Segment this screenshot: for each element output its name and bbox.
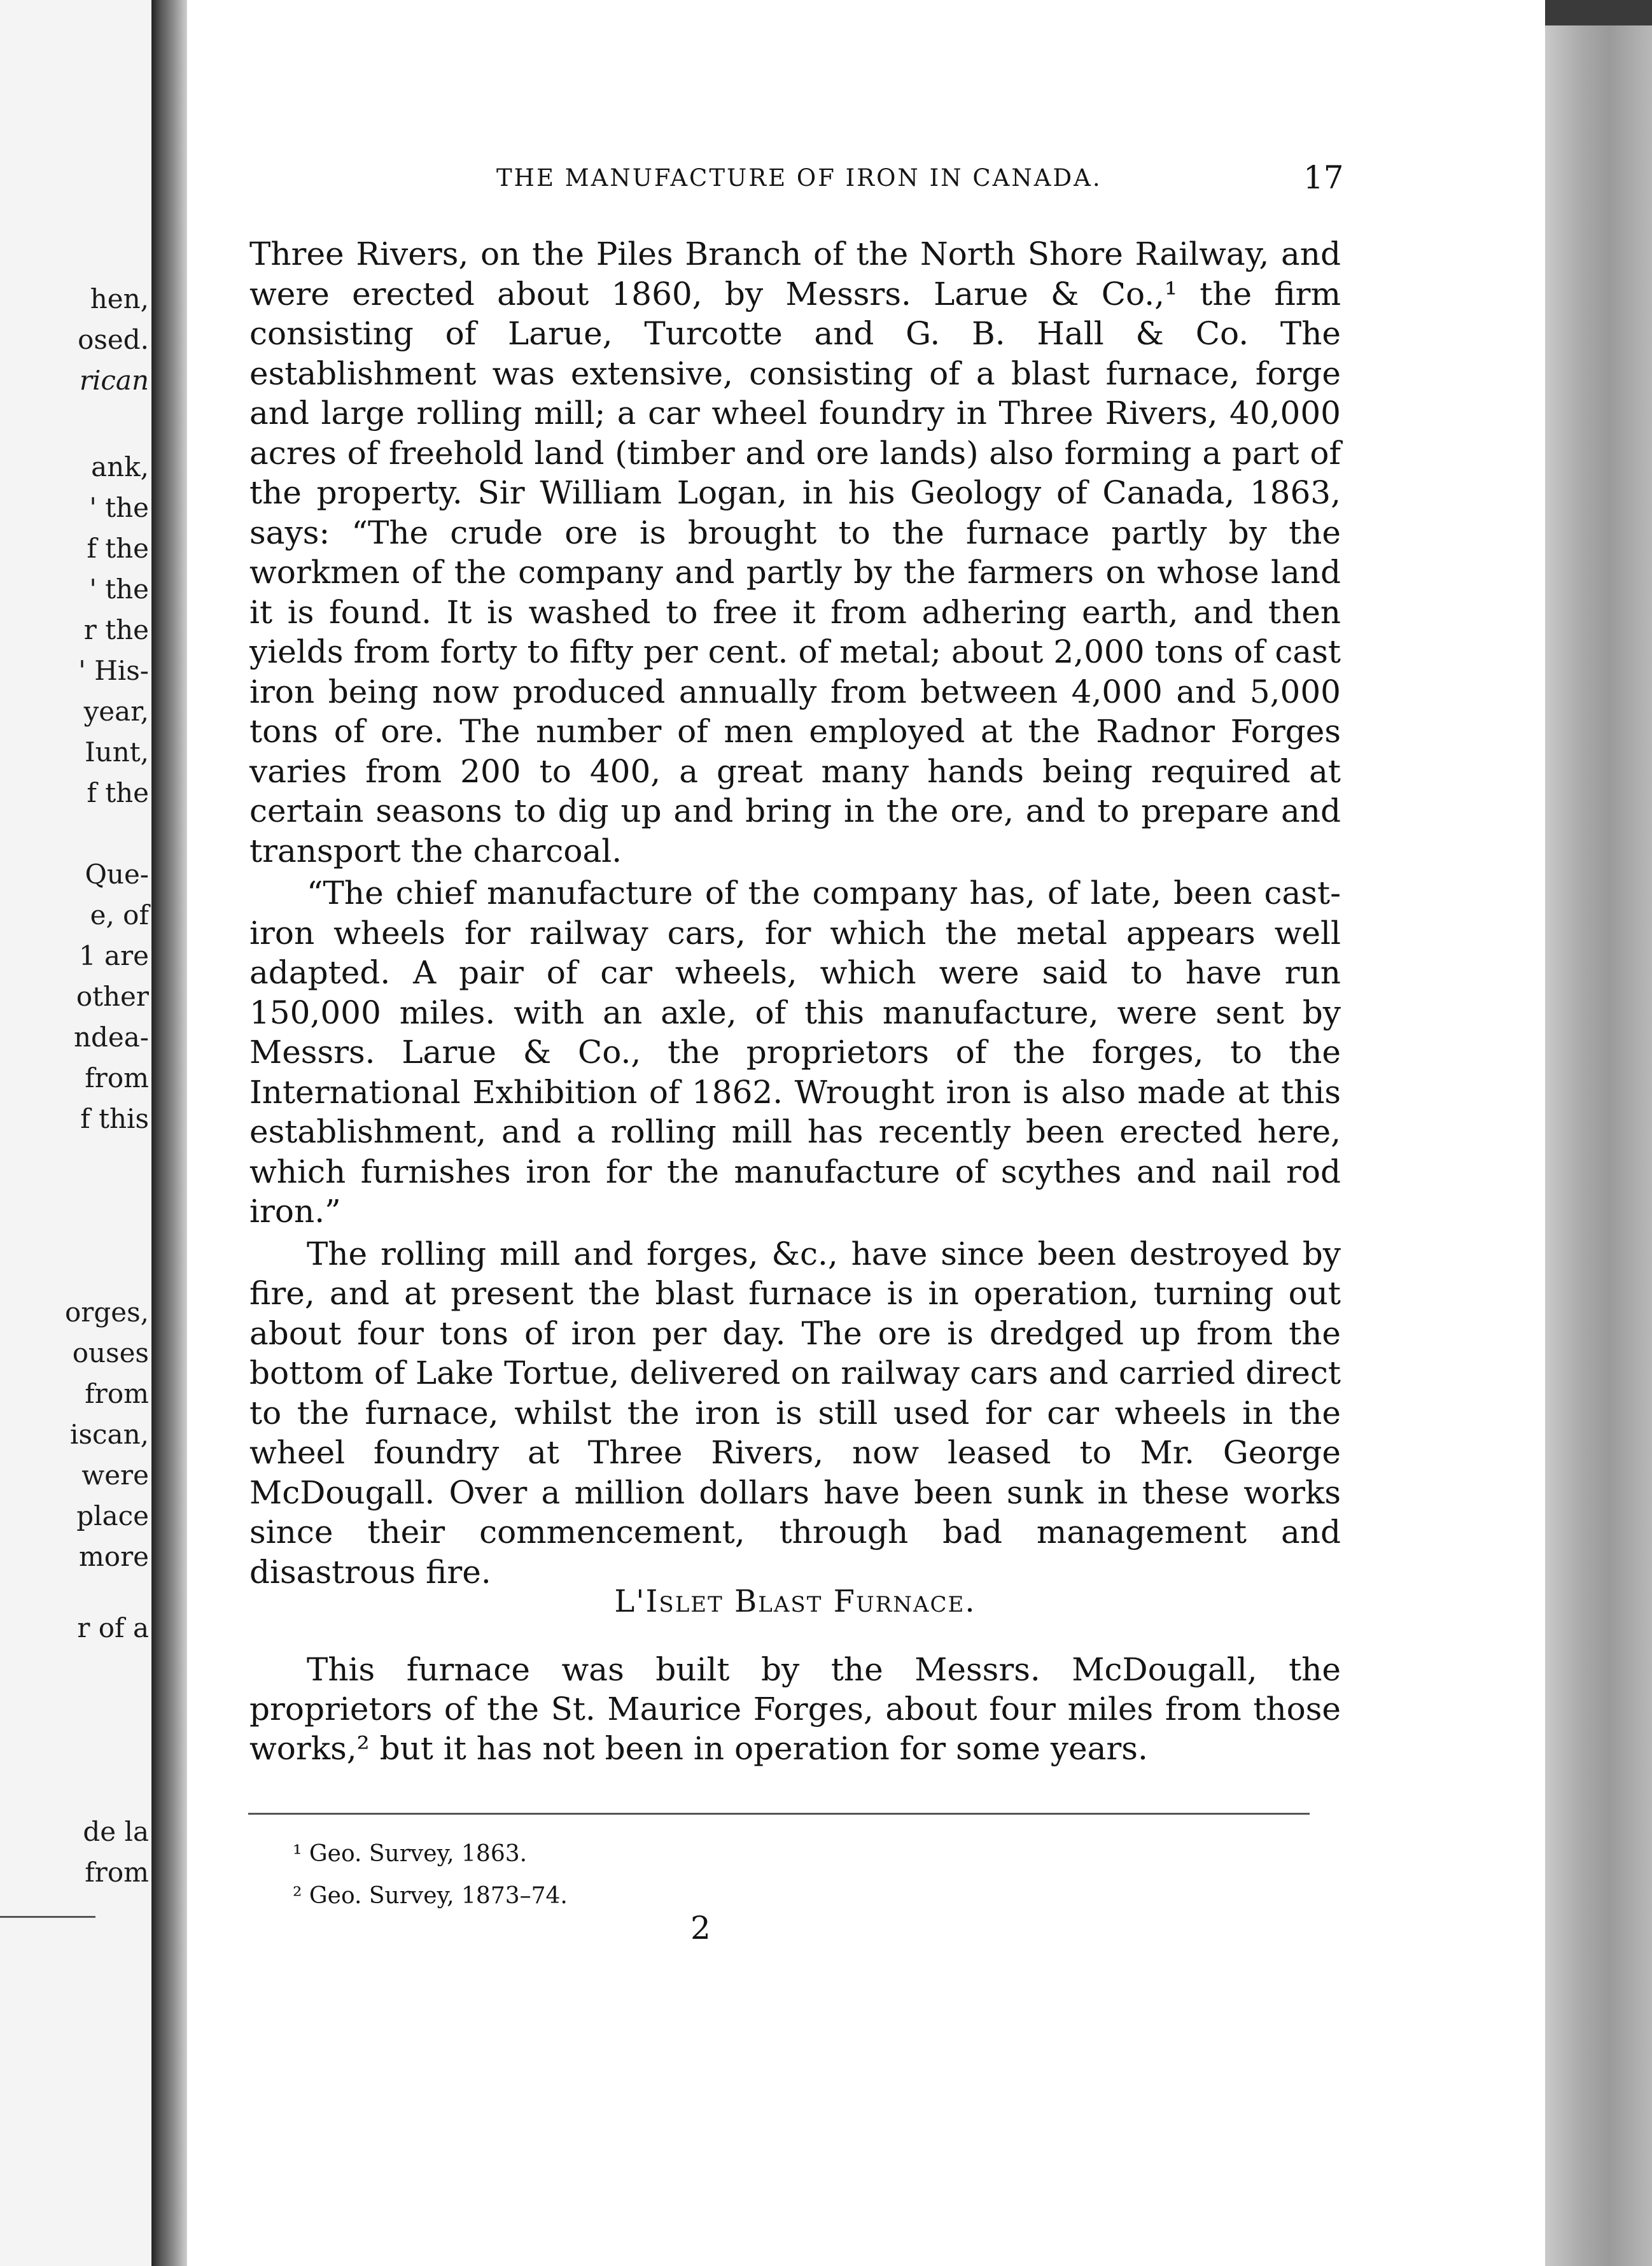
paragraph: The rolling mill and forges, &c., have since been destroyed by fire, and at present the blast furnace is in operation, turning out about four tons of iron per day. The ore is dredged up from the bottom of Lake Tortue, delivered on railway cars and carried direct to the furnace, whilst the iron is still used for car wheels in the wheel foundry at Three Rivers, now leased to Mr. George McDougall. Over a million dollars have been sunk in these works since their commencement, through bad management and disastrous fire. bbox=[249, 1235, 1341, 1591]
left-fragment-line: f the bbox=[87, 777, 149, 808]
left-fragment-line: from bbox=[85, 1378, 149, 1409]
section-heading bbox=[249, 1584, 1341, 1619]
left-fragment-line: from bbox=[85, 1857, 149, 1888]
body-text bbox=[249, 234, 1341, 1592]
left-fragment-line: rican bbox=[79, 365, 149, 396]
book-gutter bbox=[151, 0, 187, 2266]
left-fragment-line: f this bbox=[80, 1103, 149, 1134]
page-edge bbox=[1545, 0, 1652, 2266]
left-fragment-line: were bbox=[81, 1460, 149, 1491]
running-head: THE MANUFACTURE OF IRON IN CANADA. bbox=[496, 164, 1102, 192]
left-fragment-line: f the bbox=[87, 533, 149, 564]
left-fragment-line: from bbox=[85, 1062, 149, 1094]
left-fragment-line: Que- bbox=[85, 859, 149, 890]
left-page-rule bbox=[0, 1916, 95, 1918]
left-fragment-line: ank, bbox=[91, 451, 149, 482]
section-heading-text: L'Islet Blast Furnace. bbox=[614, 1584, 976, 1619]
paragraph: “The chief manufacture of the company has, of late, been cast-iron wheels for railway cars, for which the metal appears well adapted. A pair of car wheels, which were said to have run 150,000 miles. with an axle, of this manufacture, were sent by Messrs. Larue & Co., the proprietors of the forges, to the International Exhibition of 1862. Wrought iron is also made at this establishment, and a rolling mill has recently been erected here, which furnishes iron for the manufacture of scythes and nail rod iron.” bbox=[249, 875, 1341, 1230]
section-body bbox=[249, 1650, 1341, 1768]
left-fragment-line: ouses bbox=[72, 1337, 149, 1369]
left-fragment-line: orges, bbox=[64, 1297, 149, 1328]
left-fragment-line: r of a bbox=[77, 1612, 149, 1643]
left-fragment-line: more bbox=[78, 1541, 149, 1572]
left-fragment-line: year, bbox=[83, 696, 149, 727]
left-fragment-line: place bbox=[76, 1500, 149, 1531]
left-fragment-line: iscan, bbox=[70, 1419, 149, 1450]
left-fragment-line: ndea- bbox=[73, 1022, 149, 1053]
left-fragment-line: de la bbox=[83, 1816, 149, 1847]
left-fragment-line: hen, bbox=[90, 283, 149, 314]
paragraph: This furnace was built by the Messrs. McDougall, the proprietors of the St. Maurice Forges, about four miles from those works,² but it has not been in operation for some years. bbox=[249, 1651, 1341, 1767]
left-fragment-line: osed. bbox=[78, 324, 149, 355]
left-fragment-line: ' the bbox=[89, 492, 149, 523]
footnote-1: ¹ Geo. Survey, 1863. bbox=[293, 1841, 528, 1867]
left-fragment-line: e, of bbox=[90, 899, 149, 931]
footnote-rule bbox=[248, 1813, 1310, 1815]
left-fragment-line: r the bbox=[83, 614, 149, 645]
left-fragment-line: other bbox=[76, 981, 149, 1012]
left-fragment-line: 1 are bbox=[78, 940, 149, 971]
facing-page-fragment bbox=[0, 0, 151, 2266]
paragraph: Three Rivers, on the Piles Branch of the North Shore Railway, and were erected about 1860, by Messrs. Larue & Co.,¹ the firm consisting of Larue, Turcotte and G. B. Hall & Co. The establishment was extensive, consisting of a blast furnace, forge and large rolling mill; a car wheel foundry in Three Rivers, 40,000 acres of freehold land (timber and ore lands) also forming a part of the property. Sir William Logan, in his Geology of Canada, 1863, says: “The crude ore is brought to the furnace partly by the workmen of the company and partly by the farmers on whose land it is found. It is washed to free it from adhering earth, and then yields from forty to fifty per cent. of metal; about 2,000 tons of cast iron being now produced annually from between 4,000 and 5,000 tons of ore. The number of men employed at the Radnor Forges varies from 200 to 400, a great many hands being required at certain seasons to dig up and bring in the ore, and to prepare and transport the charcoal. bbox=[249, 236, 1341, 869]
footnote-2: ² Geo. Survey, 1873–74. bbox=[293, 1883, 568, 1909]
left-fragment-line: Iunt, bbox=[85, 736, 149, 768]
footnotes bbox=[293, 1833, 568, 1917]
page-edge-shadow bbox=[1545, 0, 1652, 25]
left-fragment-line: ' His- bbox=[78, 655, 149, 686]
left-fragment-line: ' the bbox=[89, 574, 149, 605]
signature-mark: 2 bbox=[690, 1910, 711, 1946]
page-number: 17 bbox=[1303, 159, 1344, 196]
